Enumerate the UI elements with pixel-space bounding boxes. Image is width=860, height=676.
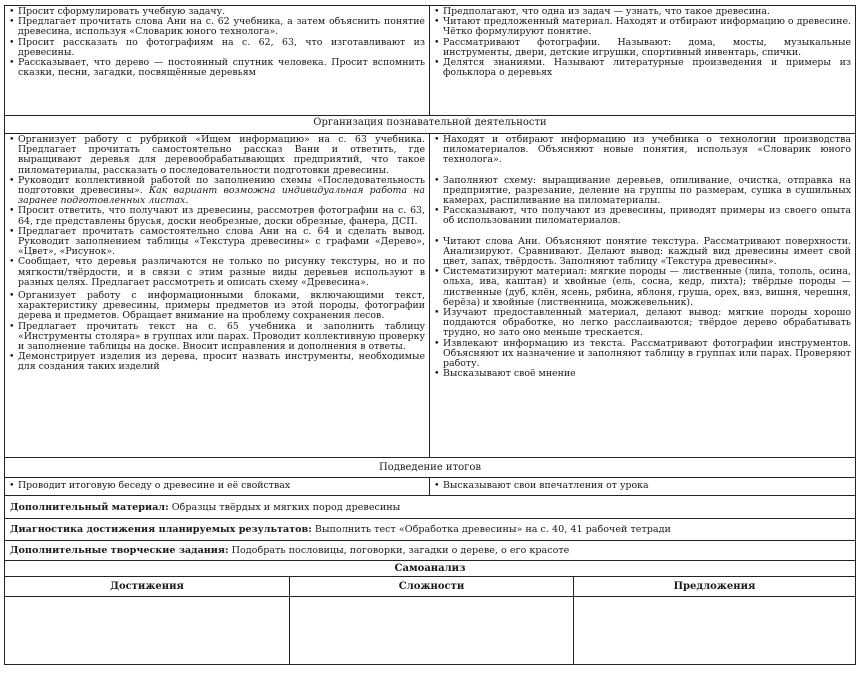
diagnostics-label: Диагностика достижения планируемых результатов: [10,524,312,535]
list-item: • Заполняют схему: выращивание деревьев, опиливание, очистка, отправка на предприятие, разрезание, деление на группы по размерам, сушка в сушильных камерах, распиливание на пиломатериалы. [434,176,851,207]
list-item: • Находят и отбирают информацию из учебника о технологии производства пиломатериалов. Объясняют новые понятия, используя «Словарик юного технолога». [434,135,851,166]
list-item: • Делятся знаниями. Называют литературные произведения и примеры из фольклора о деревьях [434,58,851,78]
additional-material-text: Образцы твёрдых и мягких пород древесины [171,502,401,513]
selfanalysis-title-row [5,561,855,577]
list-item: • Предлагает прочитать самостоятельно слова Ани на с. 64 и сделать вывод. Руководит заполнением таблицы «Текстура древесины» с графами «Дерево», «Цвет», «Рисунок». [9,227,425,258]
list-item: • Извлекают информацию из текста. Рассматривают фотографии инструментов. Объясняют их назначение и заполняют таблицу в группах или парах. Проверяют работу. [434,339,851,370]
list-item: • Высказывают своё мнение [434,369,851,379]
student-activity-cell [430,134,855,457]
list-item: • Организует работу с информационными блоками, включающими текст, характеристику древесины, примеры предметов из этой породы, фотографии дерева и предметов. Обращает внимание на проблему сохранения лесов. [9,291,425,322]
section-summary-row [5,478,855,496]
column-header-suggestions: Предложения [673,581,756,592]
list-item: • Систематизируют материал: мягкие породы — лиственные (липа, тополь, осина, ольха, ива, каштан) и хвойные (ель, сосна, кедр, пихта); твёрдые породы — лиственные (дуб, клён, ясень, рябина, яблоня, груша, орех, вяз, вишня, черешня, берёза) и хвойные (лиственница, можжевельник). [434,267,851,308]
student-activity-cell [430,6,855,115]
list-item: • Просит сформулировать учебную задачу. [9,7,425,17]
creative-tasks-label: Дополнительные творческие задания: [10,545,229,556]
column-header-achievements: Достижения [5,577,290,596]
list-item: • Организует работу с рубрикой «Ищем информацию» на с. 63 учебника. Предлагает прочитать самостоятельно рассказ Вани и ответить, где выращивают деревья для деревообрабатывающих предприятий, что такое пиломатериалы, рассказать о последовательности подготовки древесины. [9,135,425,176]
section-cognitive-row [5,134,855,458]
student-activity-cell [430,478,855,495]
list-item: • Рассматривают фотографии. Называют: дома, мосты, музыкальные инструменты, двери, детские игрушки, спортивный инвентарь, спички. [434,38,851,58]
creative-tasks-row [5,541,855,561]
section-title: Подведение итогов [378,462,482,473]
additional-material-row [5,496,855,519]
selfanalysis-header-row [5,577,855,597]
list-item: • Читают слова Ани. Объясняют понятие текстура. Рассматривают поверхности. Анализируют. Сравнивают. Делают вывод: каждый вид древесины имеет свой цвет, запах, твёрдость. Заполняют таблицу «Текстура древесины». [434,237,851,268]
lesson-plan-table [4,5,856,665]
diagnostics-row [5,519,855,541]
section-title-row [5,116,855,134]
list-item: • Изучают предоставленный материал, делают вывод: мягкие породы хорошо поддаются обработке, но легко расслаиваются; твёрдое дерево обрабатывать трудно, но зато оно меньше трескается. [434,308,851,339]
achievements-cell[interactable] [5,597,290,664]
list-item: • Рассказывают, что получают из древесины, приводят примеры из своего опыта об использовании пиломатериалов. [434,206,851,226]
selfanalysis-title: Самоанализ [394,563,466,574]
list-item: • Просит рассказать по фотографиям на с. 62, 63, что изготавливают из древесины. [9,38,425,58]
section-title: Организация познавательной деятельности [313,117,547,128]
list-item: • Читают предложенный материал. Находят и отбирают информацию о древесине. Чётко формулируют понятие. [434,17,851,37]
suggestions-cell[interactable] [574,597,855,664]
list-item: • Сообщает, что деревья различаются не только по рисунку текстуры, но и по мягкости/твёрдости, и в связи с этим разные виды деревьев используют в разных целях. Предлагает рассмотреть и описать схему «Древесина». [9,257,425,288]
list-item: • Демонстрирует изделия из дерева, просит назвать инструменты, необходимые для создания таких изделий [9,352,425,372]
list-item: • Проводит итоговую беседу о древесине и её свойствах [9,481,425,491]
section-intro-row [5,6,855,116]
list-item: • Предлагает прочитать текст на с. 65 учебника и заполнить таблицу «Инструменты столяра» в группах или парах. Проводит коллективную проверку и заполнение таблицы на доске. Вносит исправления и дополнения в ответы. [9,322,425,353]
list-item: • Предполагают, что одна из задач — узнать, что такое древесина. [434,7,851,17]
italic-note: Как вариант возможна индивидуальная работа на заранее подготовленных листах. [18,185,425,207]
list-item: • Высказывают свои впечатления от урока [434,481,851,491]
list-item: • Руководит коллективной работой по заполнению схемы «Последовательность подготовки древесины». Как вариант возможна индивидуальная работа на заранее подготовленных листах. [9,176,425,207]
column-header-difficulties: Сложности [290,577,574,596]
list-item: • Просит ответить, что получают из древесины, рассмотрев фотографии на с. 63, 64, где представлены брусья, доски необрезные, доски обрезные, фанера, ДСП. [9,206,425,226]
teacher-activity-cell [5,134,430,457]
teacher-activity-cell [5,478,430,495]
additional-material-label: Дополнительный материал: [10,502,169,513]
section-title-row [5,458,855,478]
difficulties-cell[interactable] [290,597,574,664]
list-item: • Рассказывает, что дерево — постоянный спутник человека. Просит вспомнить сказки, песни, загадки, посвящённые деревьям [9,58,425,78]
selfanalysis-body-row [5,597,855,664]
creative-tasks-text: Подобрать пословицы, поговорки, загадки о дереве, о его красоте [231,545,570,556]
list-item: • Предлагает прочитать слова Ани на с. 62 учебника, а затем объяснить понятие древесина, используя «Словарик юного технолога». [9,17,425,37]
teacher-activity-cell [5,6,430,115]
diagnostics-text: Выполнить тест «Обработка древесины» на с. 40, 41 рабочей тетради [314,524,671,535]
